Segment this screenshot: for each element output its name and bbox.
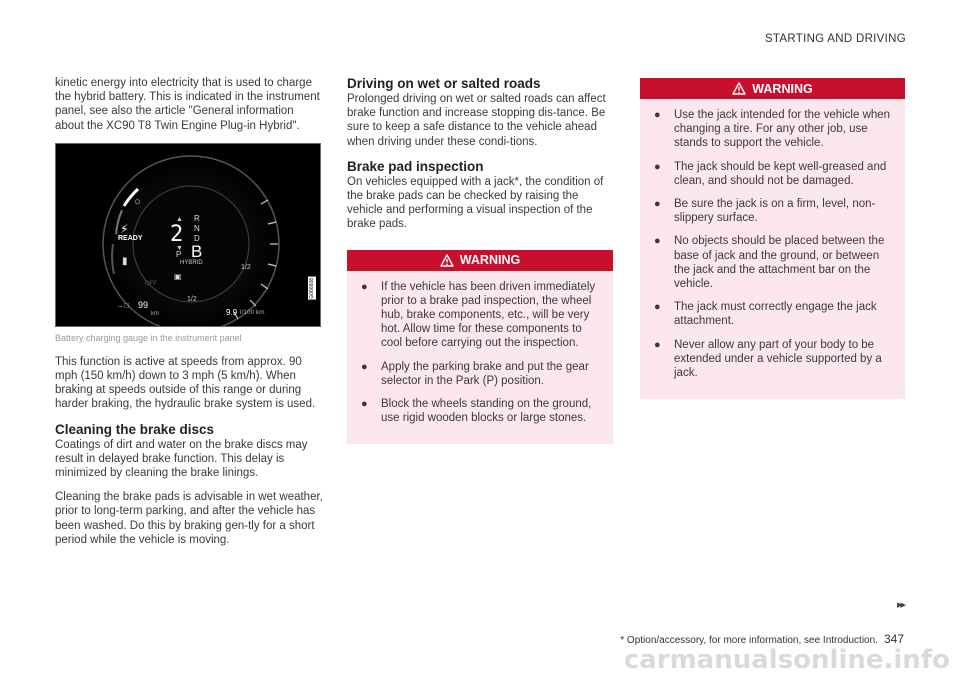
warning-item: ● Never allow any part of your body to be extended under a vehicle supported by a jack. bbox=[654, 338, 882, 380]
warning-title: WARNING bbox=[752, 81, 813, 96]
intro-paragraph: kinetic energy into electricity that is used to charge the hybrid battery. This is indicated in the instrument panel, see also the article "General information about the XC90 T8 Twin Engine Plug-in Hybrid". bbox=[55, 77, 320, 132]
warning-text: The jack should be kept well-greased and clean, and should not be damaged. bbox=[674, 160, 887, 187]
gear-b: B bbox=[191, 241, 203, 261]
warning-text: The jack must correctly engage the jack attachment. bbox=[674, 301, 877, 328]
hybrid-label: HYBRID bbox=[180, 259, 203, 266]
half-left-label: 1/2 bbox=[187, 295, 197, 303]
warning-text: Use the jack intended for the vehicle when changing a tire. For any other job, use stands to support the vehicle. bbox=[674, 109, 891, 150]
battery-icon: ▮ bbox=[122, 255, 128, 267]
consumption-value: 9.9 bbox=[226, 307, 238, 317]
column-1 bbox=[55, 76, 323, 557]
heading-wet-roads: Driving on wet or salted roads bbox=[347, 76, 541, 91]
warning-header bbox=[640, 78, 905, 99]
figure-caption: Battery charging gauge in the instrument panel bbox=[55, 332, 242, 343]
warning-item: ● Be sure the jack is on a firm, level, non-slippery surface. bbox=[654, 198, 876, 225]
consumption-unit: l/100 km bbox=[240, 308, 265, 316]
fuel-pump-icon: ▣ bbox=[174, 271, 182, 281]
figure-code: G066608 bbox=[309, 278, 315, 299]
fuel-range-icon: →□ bbox=[116, 300, 129, 310]
footer-note: * Option/accessory, for more information, see Introduction. bbox=[620, 635, 878, 646]
warning-header bbox=[347, 250, 613, 271]
wet-roads-paragraph: Prolonged driving on wet or salted roads can affect brake function and increase stopping dis-tance. Be sure to keep a safe distance to the vehicle ahead when driving under these condi-tions. bbox=[347, 93, 606, 148]
cleaning-paragraph-1: Coatings of dirt and water on the brake discs may result in delayed brake function. This delay is minimized by cleaning the brake linings. bbox=[55, 438, 308, 480]
warning-text: Never allow any part of your body to be extended under a vehicle supported by a jack. bbox=[674, 338, 882, 380]
warning-box-1 bbox=[347, 250, 613, 445]
lightning-icon: ⚡ bbox=[120, 221, 129, 236]
ready-label: READY bbox=[118, 234, 143, 242]
gear-big: 2 bbox=[170, 221, 184, 247]
heading-cleaning-brake-discs: Cleaning the brake discs bbox=[55, 421, 215, 437]
half-right-label: 1/2 bbox=[241, 263, 251, 271]
gear-p: P bbox=[176, 249, 182, 259]
speeds-paragraph: This function is active at speeds from approx. 90 mph (150 km/h) down to 3 mph (5 km/h). When braking at speeds outside of this range or during harder braking, the hydraulic brake system is used. bbox=[55, 355, 316, 411]
warning-item: ● Block the wheels standing on the ground, use rigid wooden blocks or large stones. bbox=[361, 398, 592, 425]
warning-triangle-icon bbox=[732, 82, 746, 95]
warning-text: Apply the parking brake and put the gear selector in the Park (P) position. bbox=[381, 360, 589, 387]
off-label: OFF bbox=[145, 280, 157, 287]
warning-text: Be sure the jack is on a firm, level, non-slippery surface. bbox=[674, 198, 876, 225]
warning-box-2 bbox=[640, 78, 905, 399]
page-number: 347 bbox=[883, 632, 904, 646]
gear-r: R bbox=[194, 213, 200, 223]
warning-item: ● Apply the parking brake and put the gear selector in the Park (P) position. bbox=[361, 360, 589, 387]
gear-d: D bbox=[194, 233, 200, 243]
range-value: 99 bbox=[138, 299, 149, 310]
column-3 bbox=[640, 78, 905, 399]
warning-text: No objects should be placed between the base of jack and the ground, or between the jack and the attachment bar on the vehicle. bbox=[674, 235, 885, 291]
warning-triangle-icon bbox=[440, 254, 454, 267]
warning-item: ● Use the jack intended for the vehicle when changing a tire. For any other job, use stands to support the vehicle. bbox=[654, 109, 891, 150]
brake-pad-paragraph: On vehicles equipped with a jack*, the condition of the brake pads can be checked by raising the vehicle and performing a visual inspection of the brake pads. bbox=[347, 175, 604, 231]
warning-item: ● The jack must correctly engage the jack attachment. bbox=[654, 301, 877, 328]
warning-text: If the vehicle has been driven immediately prior to a brake pad inspection, the wheel hub, brake components, etc., will be very hot. Allow time for these components to cool before carrying out the inspection. bbox=[381, 280, 596, 350]
section-header: STARTING AND DRIVING bbox=[764, 33, 906, 45]
cleaning-paragraph-2: Cleaning the brake pads is advisable in wet weather, prior to long-term parking, and after the vehicle has been washed. Do this by braking gen-tly for a short period while the vehicle is moving. bbox=[55, 491, 323, 546]
warning-item: ● No objects should be placed between the base of jack and the ground, or between the jack and the attachment bar on the vehicle. bbox=[654, 235, 885, 291]
warning-title: WARNING bbox=[459, 253, 521, 268]
heading-brake-pad-inspection: Brake pad inspection bbox=[347, 158, 484, 174]
warning-list bbox=[347, 280, 613, 426]
gear-up-arrow: ▲ bbox=[176, 215, 183, 223]
drop-icon: ○ bbox=[134, 195, 141, 208]
instrument-cluster-image bbox=[55, 143, 321, 327]
watermark: carmanualsonline.info bbox=[623, 645, 950, 675]
warning-item: ● The jack should be kept well-greased and clean, and should not be damaged. bbox=[654, 160, 887, 187]
warning-text: Block the wheels standing on the ground, use rigid wooden blocks or large stones. bbox=[381, 398, 592, 425]
range-unit: km bbox=[151, 310, 159, 317]
gear-down-arrow: ▼ bbox=[176, 244, 183, 252]
column-2 bbox=[347, 76, 613, 444]
warning-list bbox=[640, 108, 905, 380]
page-footer bbox=[620, 632, 904, 646]
gear-n: N bbox=[194, 223, 200, 233]
warning-item: ● If the vehicle has been driven immediately prior to a brake pad inspection, the wheel hub, brake components, etc., will be very hot. Allow time for these components to cool before carrying out the inspection. bbox=[361, 280, 596, 350]
next-page-arrows: ▸▸ bbox=[896, 599, 904, 611]
